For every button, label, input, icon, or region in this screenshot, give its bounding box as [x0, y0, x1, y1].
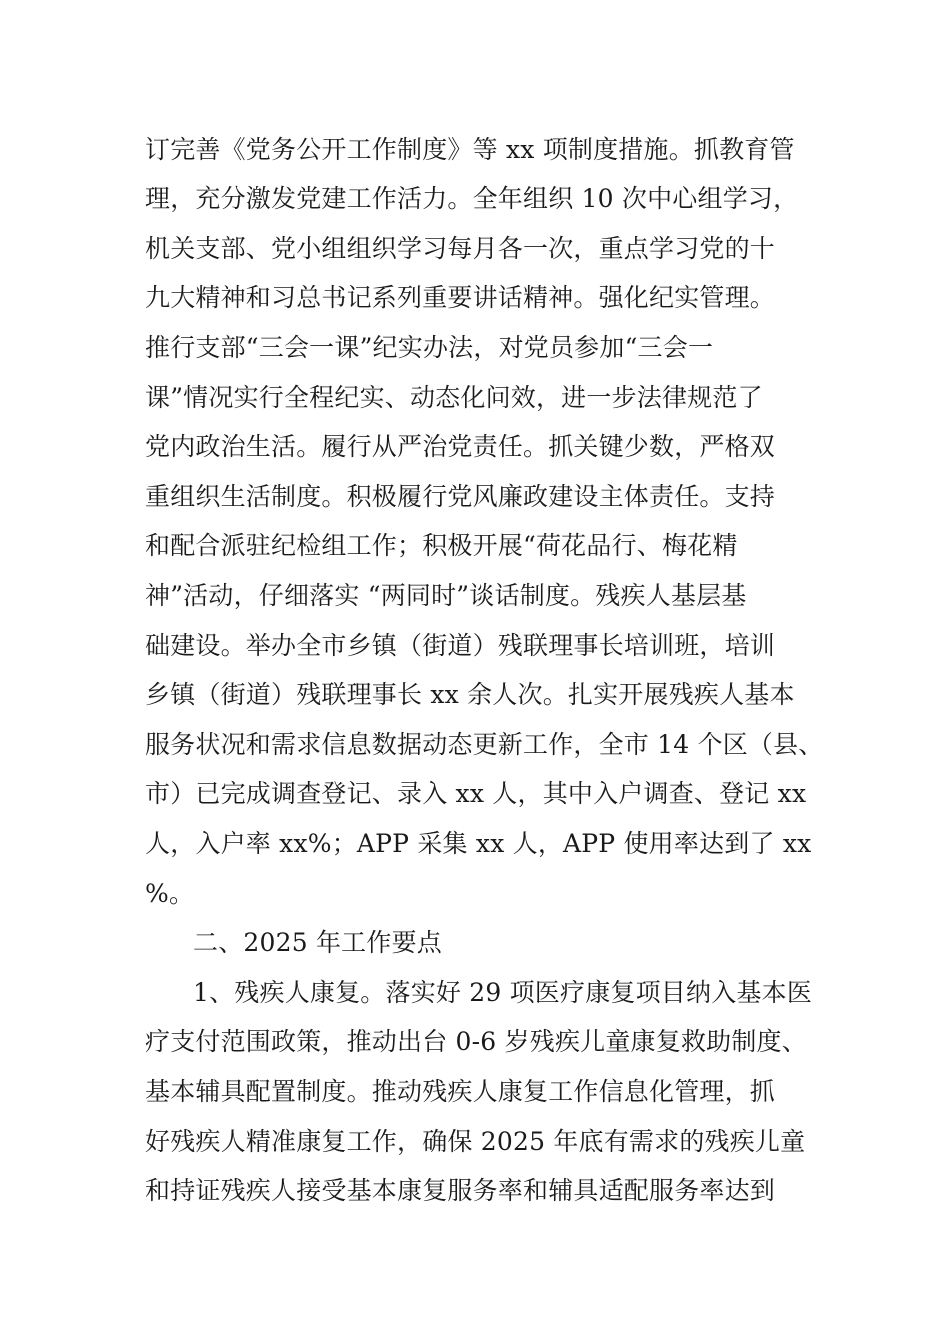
text-line: 订完善《党务公开工作制度》等 xx 项制度措施。抓教育管 — [145, 135, 795, 164]
text-line: 础建设。举办全市乡镇（街道）残联理事长培训班，培训 — [145, 631, 776, 660]
text-line: 基本辅具配置制度。推动残疾人康复工作信息化管理，抓 — [145, 1077, 776, 1106]
text-line: 神”活动，仔细落实 “两同时”谈话制度。残疾人基层基 — [145, 581, 747, 610]
text-line: 理，充分激发党建工作活力。全年组织 10 次中心组学习， — [145, 184, 799, 213]
text-line: 1、残疾人康复。落实好 29 项医疗康复项目纳入基本医 — [193, 978, 813, 1007]
text-line: %。 — [145, 879, 195, 908]
text-line: 好残疾人精准康复工作，确保 2025 年底有需求的残疾儿童 — [145, 1127, 806, 1156]
text-line: 机关支部、党小组组织学习每月各一次，重点学习党的十 — [145, 234, 776, 263]
text-line: 和配合派驻纪检组工作；积极开展“荷花品行、梅花精 — [145, 531, 738, 560]
text-line: 乡镇（街道）残联理事长 xx 余人次。扎实开展残疾人基本 — [145, 680, 795, 709]
text-line: 重组织生活制度。积极履行党风廉政建设主体责任。支持 — [145, 482, 776, 511]
text-line: 和持证残疾人接受基本康复服务率和辅具适配服务率达到 — [145, 1176, 776, 1205]
text-line: 服务状况和需求信息数据动态更新工作，全市 14 个区（县、 — [145, 730, 824, 759]
text-line: 人，入户率 xx%；APP 采集 xx 人，APP 使用率达到了 xx — [145, 829, 812, 858]
section-heading: 二、2025 年工作要点 — [193, 928, 442, 957]
text-line: 推行支部“三会一课”纪实办法，对党员参加“三会一 — [145, 333, 714, 362]
text-line: 课”情况实行全程纪实、动态化问效，进一步法律规范了 — [145, 383, 763, 412]
text-line: 九大精神和习总书记系列重要讲话精神。强化纪实管理。 — [145, 283, 776, 312]
text-line: 党内政治生活。履行从严治党责任。抓关键少数，严格双 — [145, 432, 776, 461]
text-line: 疗支付范围政策，推动出台 0-6 岁残疾儿童康复救助制度、 — [145, 1027, 807, 1056]
text-line: 市）已完成调查登记、录入 xx 人，其中入户调查、登记 xx — [145, 779, 807, 808]
